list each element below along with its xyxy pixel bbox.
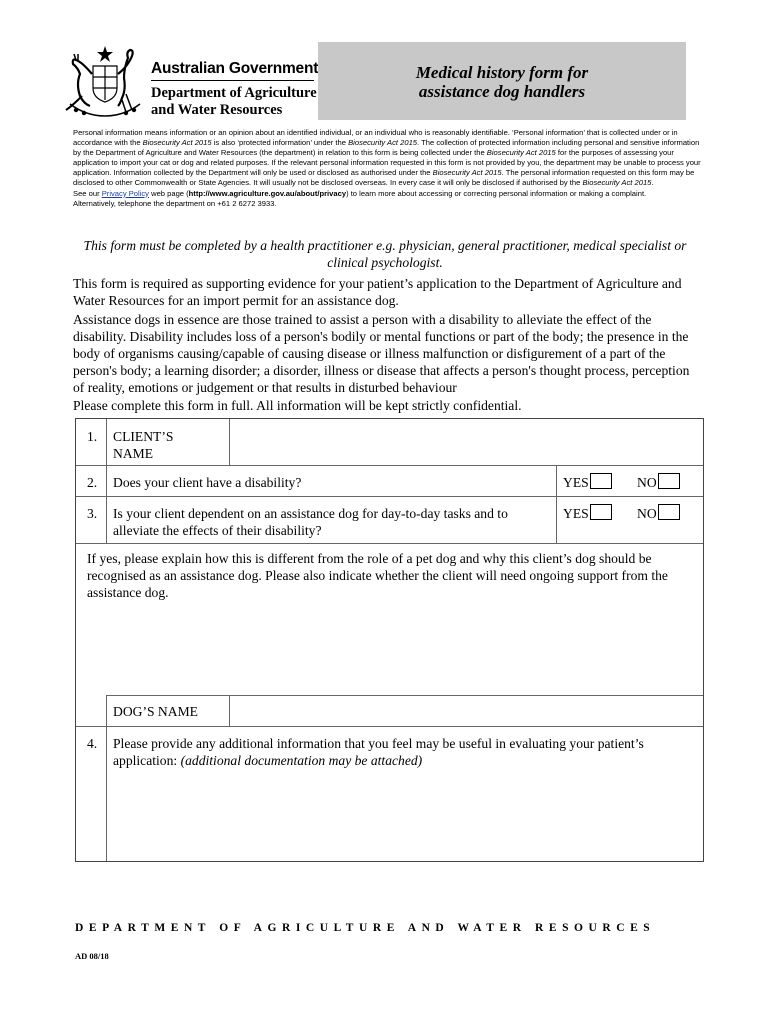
additional-info-field[interactable] (108, 771, 700, 859)
no-label: NO (637, 506, 657, 521)
privacy-text: . The collection of protected information including personal and sensitive information by the Department of Agriculture and Water Resources (the department) in relation to this form is being collected under the (73, 138, 700, 158)
privacy-text: . (651, 178, 654, 188)
explanation-field[interactable] (78, 604, 700, 692)
question-number: 4. (87, 736, 98, 751)
number-column-divider (106, 419, 107, 543)
row-divider (76, 465, 703, 466)
privacy-contact-line: Alternatively, telephone the department on +61 2 6272 3933. (73, 198, 277, 208)
practitioner-requirement: This form must be completed by a health practitioner e.g. physician, general practitioner, medical specialist or clinical psychologist. (83, 238, 687, 270)
yes-label: YES (563, 475, 589, 490)
disability-yes-checkbox[interactable] (590, 473, 612, 489)
additional-info-note: (additional documentation may be attached) (180, 753, 423, 768)
privacy-text: for the purposes of assessing your application to import your cat or dog and related purposes. If the relevant personal information requested in this form is not provided by you, the department may be unable to process your application. Information collected by the Department will only be used or disclosed as authorised under the (73, 148, 701, 178)
privacy-policy-line (73, 189, 705, 199)
disability-question: Does your client have a disability? (113, 475, 302, 490)
explanation-prompt: If yes, please explain how this is different from the role of a pet dog and why this client’s dog should be recognised as an assistance dog. Please also indicate whether the client will need ongoing support from the assistance dog. (87, 551, 668, 600)
answer-column-divider (556, 465, 557, 543)
question-number: 2. (87, 475, 98, 490)
client-name-field[interactable] (230, 419, 702, 465)
privacy-text: . The personal information requested on this form may be disclosed to other Commonwealth or State Agencies. It will usually not be disclosed overseas. In every case it will only be disclosed if authorised by the (73, 168, 695, 188)
dependency-no-checkbox[interactable] (658, 504, 680, 520)
disability-yes[interactable] (563, 473, 612, 491)
yes-label: YES (563, 506, 589, 521)
privacy-text: Personal information means information or an opinion about an identified individual, or an individual who is reasonably identifiable. ‘Personal information’ that is collected under or in accordance with the (73, 128, 678, 148)
row-divider (76, 496, 703, 497)
dog-name-field[interactable] (230, 696, 702, 726)
confidentiality-paragraph: Please complete this form in full. All information will be kept strictly confidential. (73, 398, 522, 413)
disability-no[interactable] (637, 473, 680, 491)
privacy-policy-link[interactable]: Privacy Policy (101, 188, 149, 198)
client-name-label: CLIENT’S NAME (113, 429, 174, 461)
privacy-paragraph (73, 128, 705, 189)
act-name: Biosecurity Act 2015 (432, 168, 502, 178)
privacy-url[interactable]: http://www.agriculture.gov.au/about/privacy (188, 188, 347, 198)
header-divider (151, 80, 314, 81)
coat-of-arms-logo (62, 44, 148, 118)
dependency-no[interactable] (637, 504, 680, 522)
no-label: NO (637, 475, 657, 490)
privacy-notice (73, 128, 705, 209)
form-title-line-2: assistance dog handlers (418, 82, 586, 101)
form-title (318, 63, 686, 101)
number-column-divider (106, 695, 107, 861)
purpose-paragraph: This form is required as supporting evidence for your patient’s application to the Department of Agriculture and Water Resources for an import permit for an assistance dog. (73, 276, 682, 308)
row-divider (76, 543, 703, 544)
definition-paragraph: Assistance dogs in essence are those trained to assist a person with a disability to alleviate the effect of the disability. Disability includes loss of a person's bodily or mental functions or part of the body; the presence in the body of organisms causing/capable of causing disease or illness malfunction or disfigurement of a part of the person's body; a learning disorder; a disorder, illness or disease that affects a person's thought process, perception of reality, emotions or judgement or that results in disturbed behaviour (73, 312, 690, 395)
medical-history-table (75, 418, 704, 862)
act-name: Biosecurity Act 2015 (486, 148, 556, 158)
department-line-2: and Water Resources (151, 102, 283, 118)
privacy-text: See our (73, 188, 102, 198)
question-number: 3. (87, 506, 98, 521)
disability-no-checkbox[interactable] (658, 473, 680, 489)
privacy-text: ) to learn more about accessing or correcting personal information or making a complaint. (346, 188, 647, 198)
dependency-yes[interactable] (563, 504, 612, 522)
act-name: Biosecurity Act 2015 (142, 138, 212, 148)
additional-info-text: Please provide any additional information that you feel may be useful in evaluating your patient’s application: (113, 736, 644, 768)
department-line-1: Department of Agriculture (151, 85, 317, 101)
form-code: AD 08/18 (75, 951, 109, 961)
additional-info-question (113, 735, 693, 769)
dependency-question: Is your client dependent on an assistance dog for day-to-day tasks and to alleviate the effects of their disability? (113, 506, 508, 538)
privacy-text: is also ‘protected information’ under the (211, 138, 349, 148)
act-name: Biosecurity Act 2015 (582, 178, 652, 188)
act-name: Biosecurity Act 2015 (348, 138, 418, 148)
footer-department: DEPARTMENT OF AGRICULTURE AND WATER RESOURCES (75, 922, 656, 934)
department-name (151, 85, 331, 119)
dependency-yes-checkbox[interactable] (590, 504, 612, 520)
row-divider (76, 726, 703, 727)
government-name: Australian Government (151, 60, 319, 77)
privacy-text: web page ( (148, 188, 189, 198)
question-number: 1. (87, 429, 98, 444)
dog-name-label: DOG’S NAME (113, 704, 198, 719)
form-title-line-1: Medical history form for (415, 63, 589, 82)
